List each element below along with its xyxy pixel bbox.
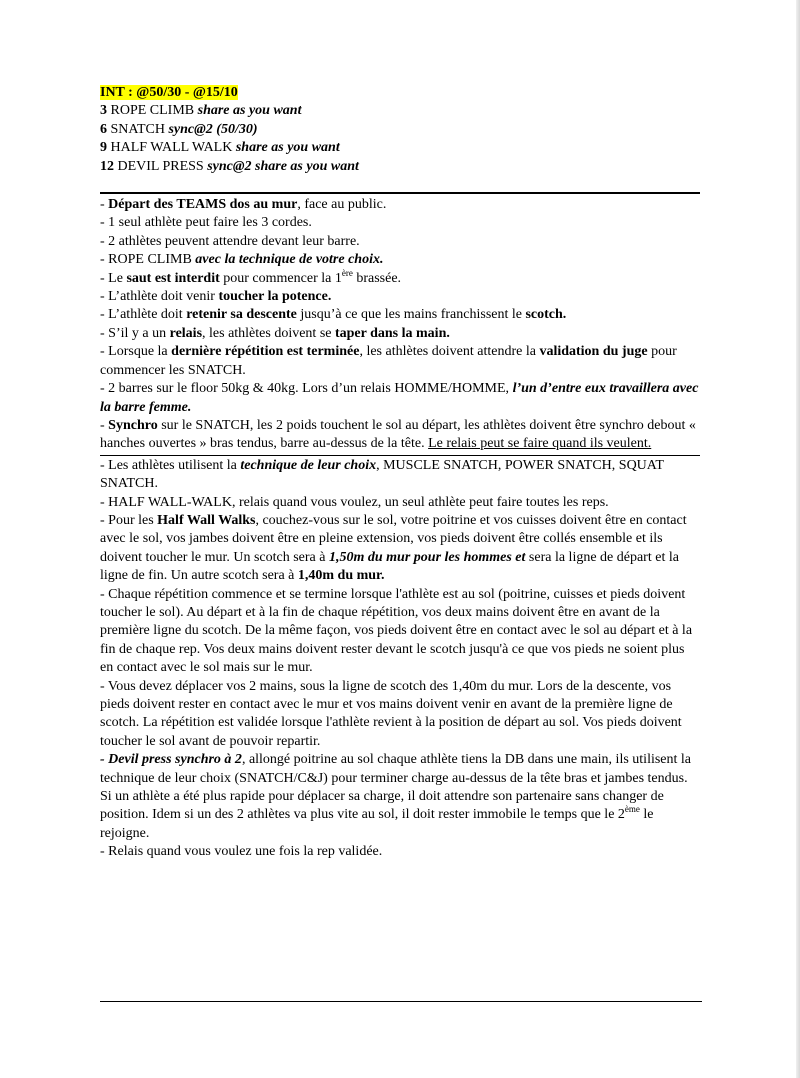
workout-title: INT : @50/30 - @15/10 <box>100 85 238 100</box>
movement-note: share as you want <box>197 103 302 119</box>
section-divider <box>100 192 700 194</box>
workout-title-line <box>100 84 700 102</box>
movement-reps: 9 <box>100 140 107 156</box>
rule-paragraph: - S’il y a un relais, les athlètes doivent se taper dans la main. <box>100 325 450 341</box>
rule-paragraph: - ROPE CLIMB avec la technique de votre choix. <box>100 252 384 268</box>
rule-paragraph: - Départ des TEAMS dos au mur, face au public. <box>100 197 387 213</box>
rule-paragraph: - Le saut est interdit pour commencer la 1ère brassée. <box>100 267 402 286</box>
movement-name: ROPE CLIMB <box>107 103 198 119</box>
rule-paragraph: - HALF WALL-WALK, relais quand vous voulez, un seul athlète peut faire toutes les reps. <box>100 494 609 510</box>
rules-section-wallwalk-devilpress <box>100 457 700 862</box>
movement-note: sync@2 share as you want <box>207 158 359 174</box>
rule-paragraph: - Synchro sur le SNATCH, les 2 poids touchent le sol au départ, les athlètes doivent être synchro debout « hanches ouvertes » bras tendus, barre au-dessus de la tête. Le relais peut se faire quand ils veulent. <box>100 417 696 452</box>
movement-note: share as you want <box>235 140 340 156</box>
movement-reps: 12 <box>100 158 114 174</box>
workout-movement-line <box>100 158 700 176</box>
rule-paragraph: - 2 barres sur le floor 50kg & 40kg. Lors d’un relais HOMME/HOMME, l’un d’entre eux travaillera avec la barre femme. <box>100 381 699 415</box>
section-divider <box>100 455 700 456</box>
rule-paragraph: - Pour les Half Wall Walks, couchez-vous sur le sol, votre poitrine et vos cuisses doivent être en contact avec le sol, vos jambes doivent être en pleine extension, vos pieds doivent être collés ensemble et ils doivent toucher le mur. Un scotch sera à 1,50m du mur pour les hommes et sera la ligne de départ et la ligne de fin. Un autre scotch sera à 1,40m du mur. <box>100 512 687 584</box>
page-edge <box>796 0 800 1078</box>
rule-paragraph: - Relais quand vous voulez une fois la rep validée. <box>100 844 383 860</box>
rule-paragraph: - L’athlète doit retenir sa descente jusqu’à ce que les mains franchissent le scotch. <box>100 307 567 323</box>
movement-note: sync@2 (50/30) <box>168 121 258 137</box>
movement-name: DEVIL PRESS <box>114 158 208 174</box>
rule-paragraph: - L’athlète doit venir toucher la potence. <box>100 289 332 305</box>
rule-paragraph: - Chaque répétition commence et se termine lorsque l'athlète est au sol (poitrine, cuisses et pieds doivent toucher le sol). Au départ et à la fin de chaque répétition, vos deux mains doivent être en avant de la première ligne du scotch. De la même façon, vos pieds doivent être en contact avec le sol au départ et à la fin de chaque rep. Vos deux mains doivent rester devant le scotch jusqu'à ce que vos pieds ne soient plus en contact avec le sol mais sur le mur. <box>100 586 693 676</box>
movement-reps: 6 <box>100 121 107 137</box>
document-body <box>100 84 700 862</box>
movement-reps: 3 <box>100 103 107 119</box>
footer-divider <box>100 1001 702 1002</box>
rule-paragraph: - 1 seul athlète peut faire les 3 cordes. <box>100 215 312 231</box>
workout-movement-line <box>100 121 700 139</box>
rule-paragraph: - Devil press synchro à 2, allongé poitrine au sol chaque athlète tiens la DB dans une main, ils utilisent la technique de leur choix (SNATCH/C&J) pour terminer charge au-dessus de la tête bras et jambes tendus. Si un athlète a été plus rapide pour déplacer sa charge, il doit attendre son partenaire sans changer de position. Idem si un des 2 athlètes va plus vite au sol, il doit rester immobile le temps que le 2ème le rejoigne. <box>100 752 691 841</box>
movement-name: SNATCH <box>107 121 169 137</box>
rules-section-rope-snatch <box>100 196 700 454</box>
workout-movement-line <box>100 139 700 157</box>
rule-paragraph: - Lorsque la dernière répétition est terminée, les athlètes doivent attendre la validation du juge pour commencer les SNATCH. <box>100 344 677 378</box>
rule-paragraph: - Vous devez déplacer vos 2 mains, sous la ligne de scotch des 1,40m du mur. Lors de la descente, vos pieds doivent rester en contact avec le mur et vos mains doivent venir en avant de la première ligne de scotch. La répétition est validée lorsque l'athlète revient à la position de départ au sol. Vos pieds doivent toucher le sol avant de pouvoir repartir. <box>100 678 682 749</box>
workout-header <box>100 84 700 176</box>
rule-paragraph: - 2 athlètes peuvent attendre devant leur barre. <box>100 233 360 249</box>
rule-paragraph: - Les athlètes utilisent la technique de leur choix, MUSCLE SNATCH, POWER SNATCH, SQUAT SNATCH. <box>100 457 664 492</box>
movement-name: HALF WALL WALK <box>107 140 236 156</box>
workout-movement-line <box>100 102 700 120</box>
